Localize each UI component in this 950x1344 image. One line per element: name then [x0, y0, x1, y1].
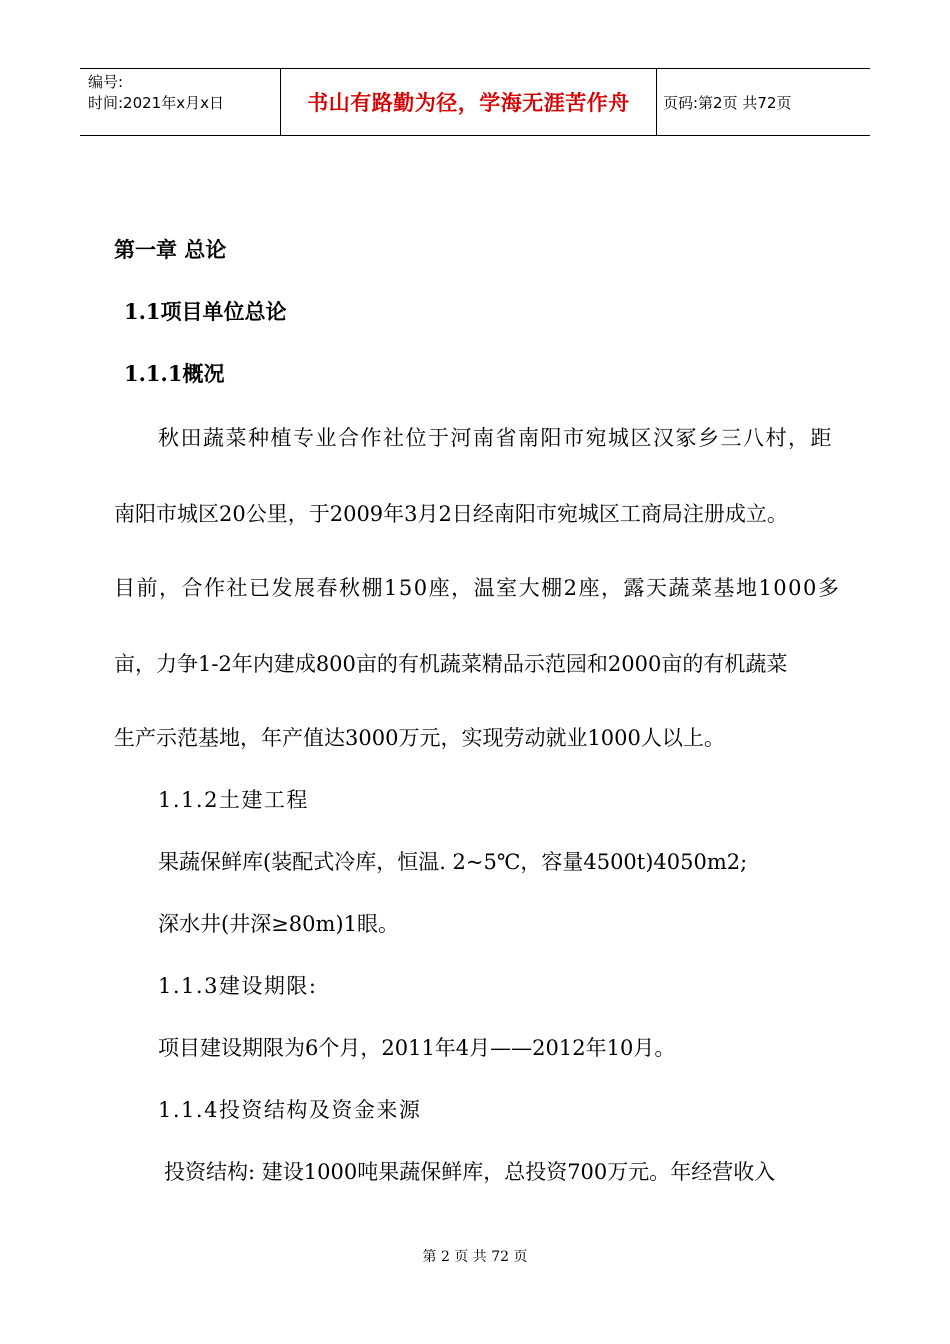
- chapter-title: 第一章 总论: [114, 237, 227, 262]
- section-heading-1-1: 1.1项目单位总论: [124, 299, 287, 324]
- page-footer: 第 2 页 共 72 页: [422, 1249, 528, 1265]
- header-motto: 书山有路勤为径，学海无涯苦作舟: [281, 69, 657, 135]
- paragraph-line: 项目建设期限为6个月，2011年4月——2012年10月。: [158, 1036, 676, 1060]
- section-heading-1-1-4: 1.1.4投资结构及资金来源: [158, 1098, 422, 1122]
- paragraph-line: 投资结构: 建设1000吨果蔬保鲜库，总投资700万元。年经营收入: [164, 1160, 776, 1184]
- header-page-info: 页码:第2页 共72页: [663, 93, 792, 112]
- paragraph-line: 亩，力争1-2年内建成800亩的有机蔬菜精品示范园和2000亩的有机蔬菜: [114, 652, 788, 676]
- paragraph-line: 生产示范基地，年产值达3000万元，实现劳动就业1000人以上。: [114, 726, 725, 750]
- paragraph-line: 南阳市城区20公里，于2009年3月2日经南阳市宛城区工商局注册成立。: [114, 502, 788, 526]
- section-heading-1-1-2: 1.1.2土建工程: [158, 788, 309, 812]
- number-label: 编号:: [88, 73, 124, 91]
- page-header: [80, 68, 870, 136]
- time-label: 时间:2021年x月x日: [88, 94, 224, 112]
- paragraph-line: 果蔬保鲜库(装配式冷库，恒温. 2~5℃，容量4500t)4050m2;: [158, 850, 748, 874]
- section-heading-1-1-1: 1.1.1概况: [124, 361, 225, 386]
- paragraph-line: 目前，合作社已发展春秋棚150座，温室大棚2座，露天蔬菜基地1000多: [114, 576, 841, 600]
- header-meta-cell: [80, 69, 281, 135]
- paragraph-line: 秋田蔬菜种植专业合作社位于河南省南阳市宛城区汉冢乡三八村，距: [158, 426, 833, 450]
- section-heading-1-1-3: 1.1.3建设期限:: [158, 974, 318, 998]
- paragraph-line: 深水井(井深≥80m)1眼。: [158, 912, 399, 936]
